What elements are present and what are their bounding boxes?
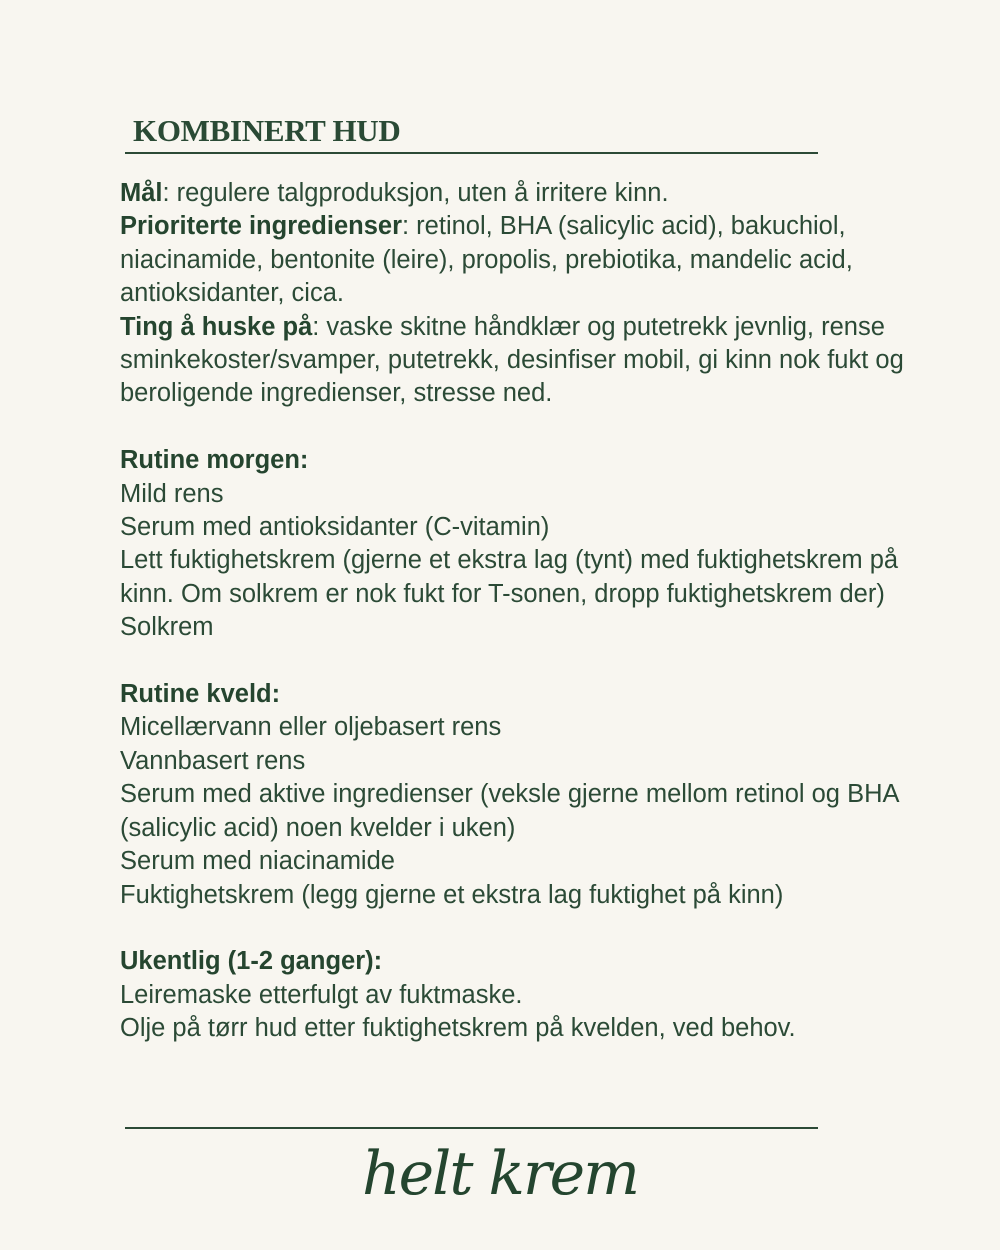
list-item: Micellærvann eller oljebasert rens (120, 713, 502, 742)
list-item: Fuktighetskrem (legg gjerne et ekstra lag fuktighet på kinn) (120, 880, 784, 909)
list-item: Mild rens (120, 479, 224, 508)
spacer (120, 411, 910, 444)
list-item: Serum med niacinamide (120, 847, 395, 876)
weekly-heading (120, 945, 910, 978)
list-item: Leiremaske etterfulgt av fuktmaske. (120, 980, 523, 1009)
routine-content (120, 177, 910, 1046)
list-item: Vannbasert rens (120, 746, 306, 775)
list-item: Serum med antioksidanter (C-vitamin) (120, 513, 550, 542)
list-item: Lett fuktighetskrem (gjerne et ekstra lag (tynt) med fuktighetskrem på kinn. Om solkrem er nok fukt for T-sonen, dropp fuktighetskrem der) (120, 546, 899, 608)
spacer (120, 912, 910, 945)
morning-heading-text: Rutine morgen: (120, 446, 309, 475)
evening-heading (120, 678, 910, 711)
ingredients-text: : retinol, BHA (salicylic acid), bakuchiol, niacinamide, bentonite (leire), propolis, prebiotika, mandelic acid, antioksidanter, cica. (120, 212, 853, 308)
weekly-heading-text: Ukentlig (1-2 ganger): (120, 947, 383, 976)
morning-heading (120, 444, 910, 477)
remember-line (120, 311, 910, 411)
top-divider (125, 152, 818, 154)
bottom-divider (125, 1127, 818, 1129)
ingredients-label: Prioriterte ingredienser (120, 212, 403, 241)
page-title: KOMBINERT HUD (133, 113, 401, 148)
list-item: Serum med aktive ingredienser (veksle gjerne mellom retinol og BHA (salicylic acid) noen kvelder i uken) (120, 780, 899, 842)
spacer (120, 645, 910, 678)
list-item: Solkrem (120, 613, 214, 642)
remember-label: Ting å huske på (120, 312, 313, 341)
goal-line (120, 177, 910, 210)
goal-label: Mål (120, 179, 163, 207)
ingredients-line (120, 210, 910, 310)
evening-heading-text: Rutine kveld: (120, 680, 281, 709)
brand-logo: helt krem (362, 1139, 638, 1209)
list-item: Olje på tørr hud etter fuktighetskrem på kvelden, ved behov. (120, 1014, 796, 1043)
remember-text: : vaske skitne håndklær og putetrekk jevnlig, rense sminkekoster/svamper, putetrekk, desinfiser mobil, gi kinn nok fukt og beroligende ingredienser, stresse ned. (120, 312, 904, 408)
goal-text: : regulere talgproduksjon, uten å irritere kinn. (162, 179, 669, 207)
